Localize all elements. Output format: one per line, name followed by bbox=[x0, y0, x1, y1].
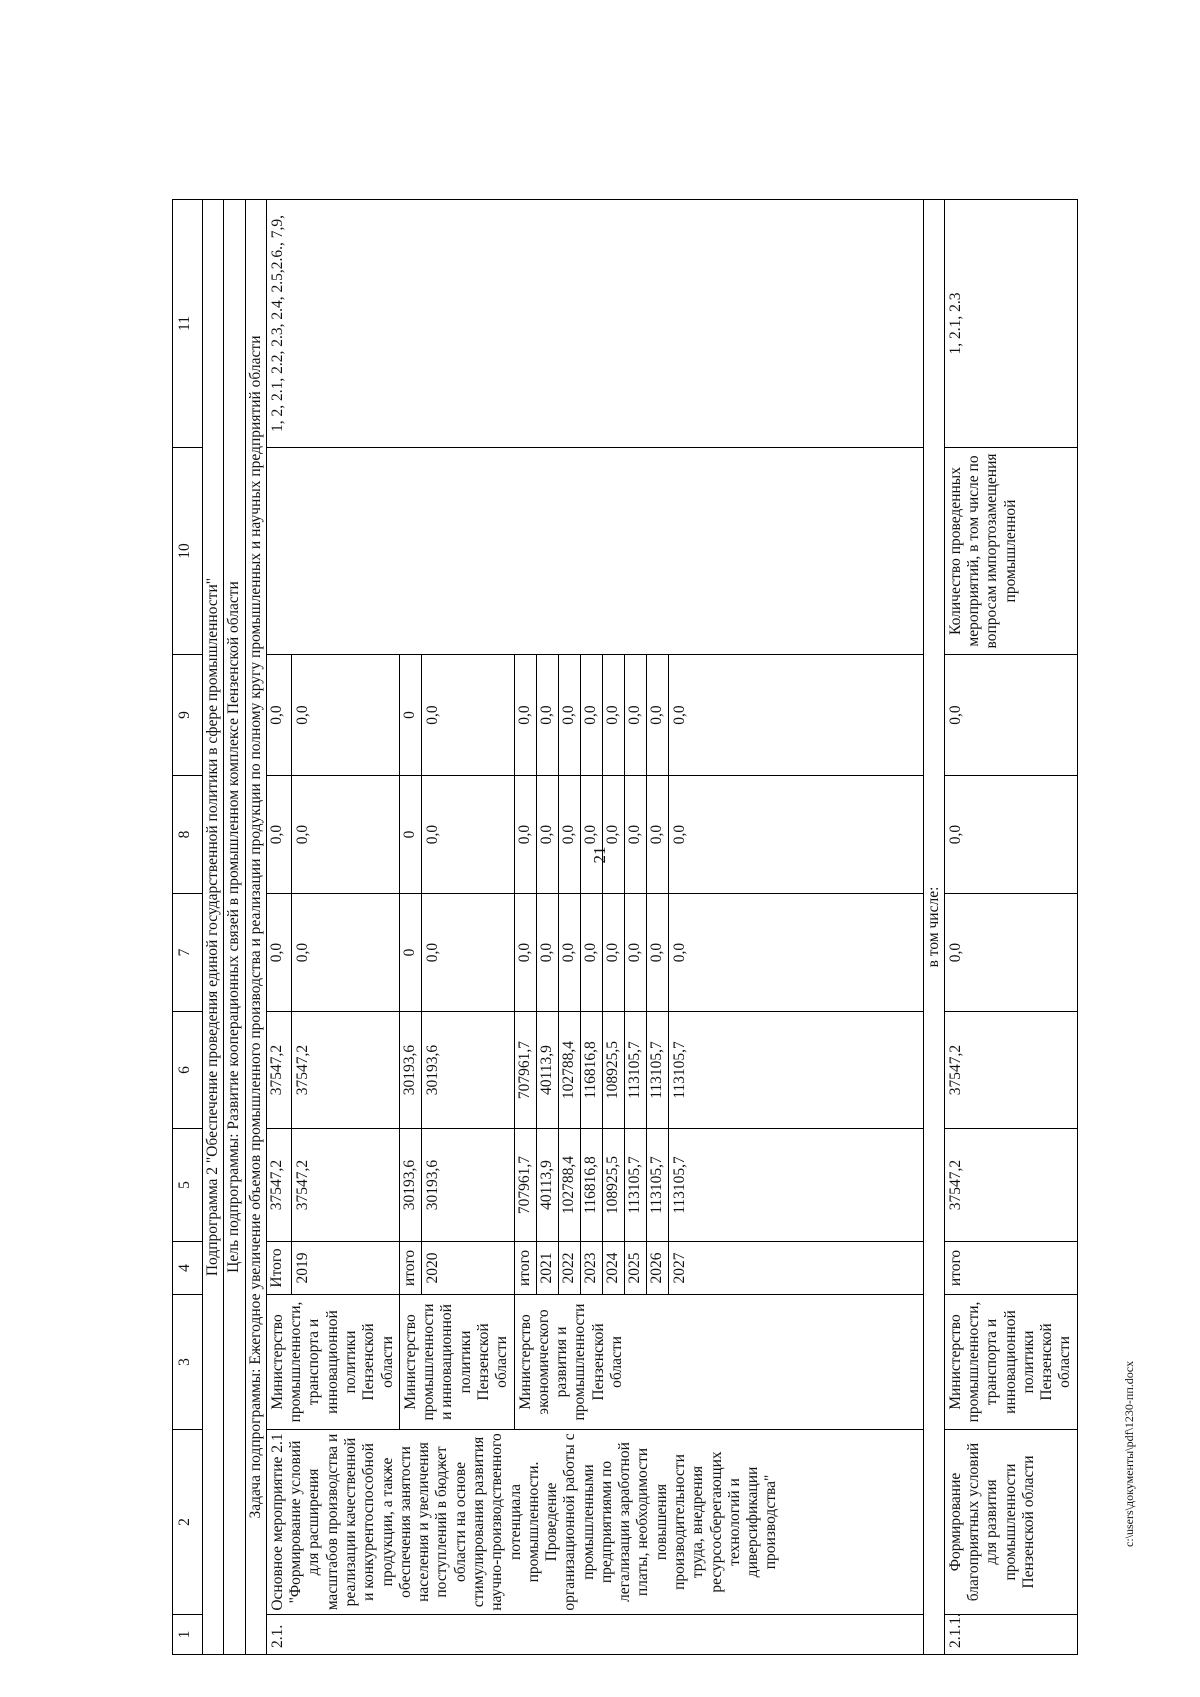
federal-budget-cell: 0,0 bbox=[514, 894, 536, 1012]
subprogram-task: Задача подпрограммы: Ежегодное увеличение объемов промышленного производства и реализации продукции по полному кругу промышленных и научных предприятий области bbox=[245, 200, 266, 1655]
total-cell: 113105,7 bbox=[668, 1129, 923, 1242]
regional-budget-cell: 108925,5 bbox=[602, 1012, 624, 1129]
local-budget-cell: 0,0 bbox=[266, 776, 291, 894]
regional-budget-cell: 113105,7 bbox=[646, 1012, 668, 1129]
regional-budget-cell: 40113,9 bbox=[536, 1012, 558, 1129]
year-cell: 2021 bbox=[536, 1242, 558, 1295]
regional-budget-cell: 113105,7 bbox=[668, 1012, 923, 1129]
total-cell: 37547,2 bbox=[292, 1129, 400, 1242]
federal-budget-cell: 0,0 bbox=[292, 894, 400, 1012]
total-cell: 37547,2 bbox=[944, 1129, 1077, 1242]
other-sources-cell: 0,0 bbox=[602, 655, 624, 776]
federal-budget-cell: 0,0 bbox=[944, 894, 1077, 1012]
total-cell: 707961,7 bbox=[514, 1129, 536, 1242]
including-label: в том числе: bbox=[923, 200, 944, 1655]
federal-budget-cell: 0,0 bbox=[558, 894, 580, 1012]
year-cell: Итого bbox=[266, 1242, 291, 1295]
federal-budget-cell: 0,0 bbox=[422, 894, 514, 1012]
regional-budget-cell: 113105,7 bbox=[624, 1012, 646, 1129]
year-cell: итого bbox=[514, 1242, 536, 1295]
row-number: 2.1.1. bbox=[944, 1615, 1077, 1655]
federal-budget-cell: 0,0 bbox=[668, 894, 923, 1012]
other-sources-cell: 0,0 bbox=[580, 655, 602, 776]
col-header-10: 10 bbox=[173, 448, 203, 655]
goal-row bbox=[224, 200, 245, 1655]
local-budget-cell: 0,0 bbox=[646, 776, 668, 894]
col-header-1: 1 bbox=[173, 1615, 203, 1655]
executor: Министерство промышленности и инновационной политики Пензенской области bbox=[399, 1295, 514, 1430]
local-budget-cell: 0,0 bbox=[602, 776, 624, 894]
col-header-9: 9 bbox=[173, 655, 203, 776]
row-number: 2.1. bbox=[266, 1615, 923, 1655]
col-header-8: 8 bbox=[173, 776, 203, 894]
col-header-11: 11 bbox=[173, 200, 203, 448]
regional-budget-cell: 37547,2 bbox=[292, 1012, 400, 1129]
page-number: 21 bbox=[590, 846, 609, 864]
executor: Министерство экономического развития и промышленности Пензенской области bbox=[514, 1295, 923, 1430]
federal-budget-cell: 0,0 bbox=[602, 894, 624, 1012]
federal-budget-cell: 0,0 bbox=[646, 894, 668, 1012]
activity-name: Основное мероприятие 2.1 "Формирование условий для расширения масштабов производства и реализации качественной и конкурентоспособной продукции, а также обеспечения занятости населения и увеличения поступлений в бюджет области на основе стимулирования развития научно-производственного потенциала промышленности. Проведение организационной работы с промышленными предприятиями по легализации заработной платы, необходимости повышения производительности труда, внедрения ресурсосберегающих технологий и диверсификации производства" bbox=[266, 1430, 923, 1615]
subprogram-row bbox=[203, 200, 224, 1655]
other-sources-cell: 0,0 bbox=[292, 655, 400, 776]
col-header-7: 7 bbox=[173, 894, 203, 1012]
column-number-row bbox=[173, 200, 203, 1655]
year-cell: 2026 bbox=[646, 1242, 668, 1295]
total-cell: 113105,7 bbox=[646, 1129, 668, 1242]
local-budget-cell: 0,0 bbox=[944, 776, 1077, 894]
total-cell: 37547,2 bbox=[266, 1129, 291, 1242]
other-sources-cell: 0,0 bbox=[646, 655, 668, 776]
federal-budget-cell: 0,0 bbox=[536, 894, 558, 1012]
year-cell: итого bbox=[944, 1242, 1077, 1295]
col-header-3: 3 bbox=[173, 1295, 203, 1430]
local-budget-cell: 0,0 bbox=[558, 776, 580, 894]
regional-budget-cell: 37547,2 bbox=[944, 1012, 1077, 1129]
other-sources-cell: 0,0 bbox=[536, 655, 558, 776]
federal-budget-cell: 0,0 bbox=[580, 894, 602, 1012]
table-row bbox=[266, 200, 291, 1655]
other-sources-cell: 0,0 bbox=[266, 655, 291, 776]
col-header-4: 4 bbox=[173, 1242, 203, 1295]
regional-budget-cell: 30193,6 bbox=[399, 1012, 422, 1129]
indicator-refs: 1, 2.1, 2.3 bbox=[944, 200, 1077, 448]
federal-budget-cell: 0,0 bbox=[266, 894, 291, 1012]
other-sources-cell: 0,0 bbox=[624, 655, 646, 776]
col-header-2: 2 bbox=[173, 1430, 203, 1615]
federal-budget-cell: 0 bbox=[399, 894, 422, 1012]
local-budget-cell: 0,0 bbox=[624, 776, 646, 894]
col-header-6: 6 bbox=[173, 1012, 203, 1129]
regional-budget-cell: 707961,7 bbox=[514, 1012, 536, 1129]
other-sources-cell: 0,0 bbox=[558, 655, 580, 776]
executor: Министерство промышленности, транспорта и инновационной политики Пензенской области bbox=[944, 1295, 1077, 1430]
year-cell: 2023 bbox=[580, 1242, 602, 1295]
local-budget-cell: 0,0 bbox=[580, 776, 602, 894]
total-cell: 113105,7 bbox=[624, 1129, 646, 1242]
year-cell: 2019 bbox=[292, 1242, 400, 1295]
total-cell: 30193,6 bbox=[399, 1129, 422, 1242]
other-sources-cell: 0,0 bbox=[944, 655, 1077, 776]
activity-name: Формирование благоприятных условий для развития промышленности Пензенской области bbox=[944, 1430, 1077, 1615]
rotated-page bbox=[172, 200, 1097, 1655]
local-budget-cell: 0,0 bbox=[536, 776, 558, 894]
year-cell: 2020 bbox=[422, 1242, 514, 1295]
year-cell: 2025 bbox=[624, 1242, 646, 1295]
regional-budget-cell: 37547,2 bbox=[266, 1012, 291, 1129]
other-sources-cell: 0,0 bbox=[668, 655, 923, 776]
including-row bbox=[923, 200, 944, 1655]
other-sources-cell: 0,0 bbox=[422, 655, 514, 776]
local-budget-cell: 0,0 bbox=[668, 776, 923, 894]
total-cell: 108925,5 bbox=[602, 1129, 624, 1242]
year-cell: 2022 bbox=[558, 1242, 580, 1295]
other-sources-cell: 0 bbox=[399, 655, 422, 776]
footer-file-path: c:\users\документы\pdf\1230-пп.docx bbox=[1122, 1360, 1136, 1547]
subprogram-title: Подпрограмма 2 "Обеспечение проведения единой государственной политики в сфере промышленности" bbox=[203, 200, 224, 1655]
total-cell: 30193,6 bbox=[422, 1129, 514, 1242]
total-cell: 40113,9 bbox=[536, 1129, 558, 1242]
regional-budget-cell: 30193,6 bbox=[422, 1012, 514, 1129]
col-header-5: 5 bbox=[173, 1129, 203, 1242]
regional-budget-cell: 102788,4 bbox=[558, 1012, 580, 1129]
indicator-name: Количество проведенных мероприятий, в том числе по вопросам импортозамещения промышленной bbox=[944, 448, 1077, 655]
local-budget-cell: 0 bbox=[399, 776, 422, 894]
indicator-name bbox=[266, 448, 923, 655]
year-cell: 2027 bbox=[668, 1242, 923, 1295]
year-cell: 2024 bbox=[602, 1242, 624, 1295]
other-sources-cell: 0,0 bbox=[514, 655, 536, 776]
local-budget-cell: 0,0 bbox=[422, 776, 514, 894]
local-budget-cell: 0,0 bbox=[514, 776, 536, 894]
total-cell: 116816,8 bbox=[580, 1129, 602, 1242]
federal-budget-cell: 0,0 bbox=[624, 894, 646, 1012]
year-cell: итого bbox=[399, 1242, 422, 1295]
indicator-refs: 1, 2, 2.1, 2.2, 2.3, 2.4, 2.5,2.6., 7,9, bbox=[266, 200, 923, 448]
program-table bbox=[172, 199, 1078, 1655]
local-budget-cell: 0,0 bbox=[292, 776, 400, 894]
subprogram-goal: Цель подпрограммы: Развитие кооперационных связей в промышленном комплексе Пензенской области bbox=[224, 200, 245, 1655]
total-cell: 102788,4 bbox=[558, 1129, 580, 1242]
table-row bbox=[944, 200, 1077, 1655]
regional-budget-cell: 116816,8 bbox=[580, 1012, 602, 1129]
task-row bbox=[245, 200, 266, 1655]
executor: Министерство промышленности, транспорта и инновационной политики Пензенской области bbox=[266, 1295, 399, 1430]
